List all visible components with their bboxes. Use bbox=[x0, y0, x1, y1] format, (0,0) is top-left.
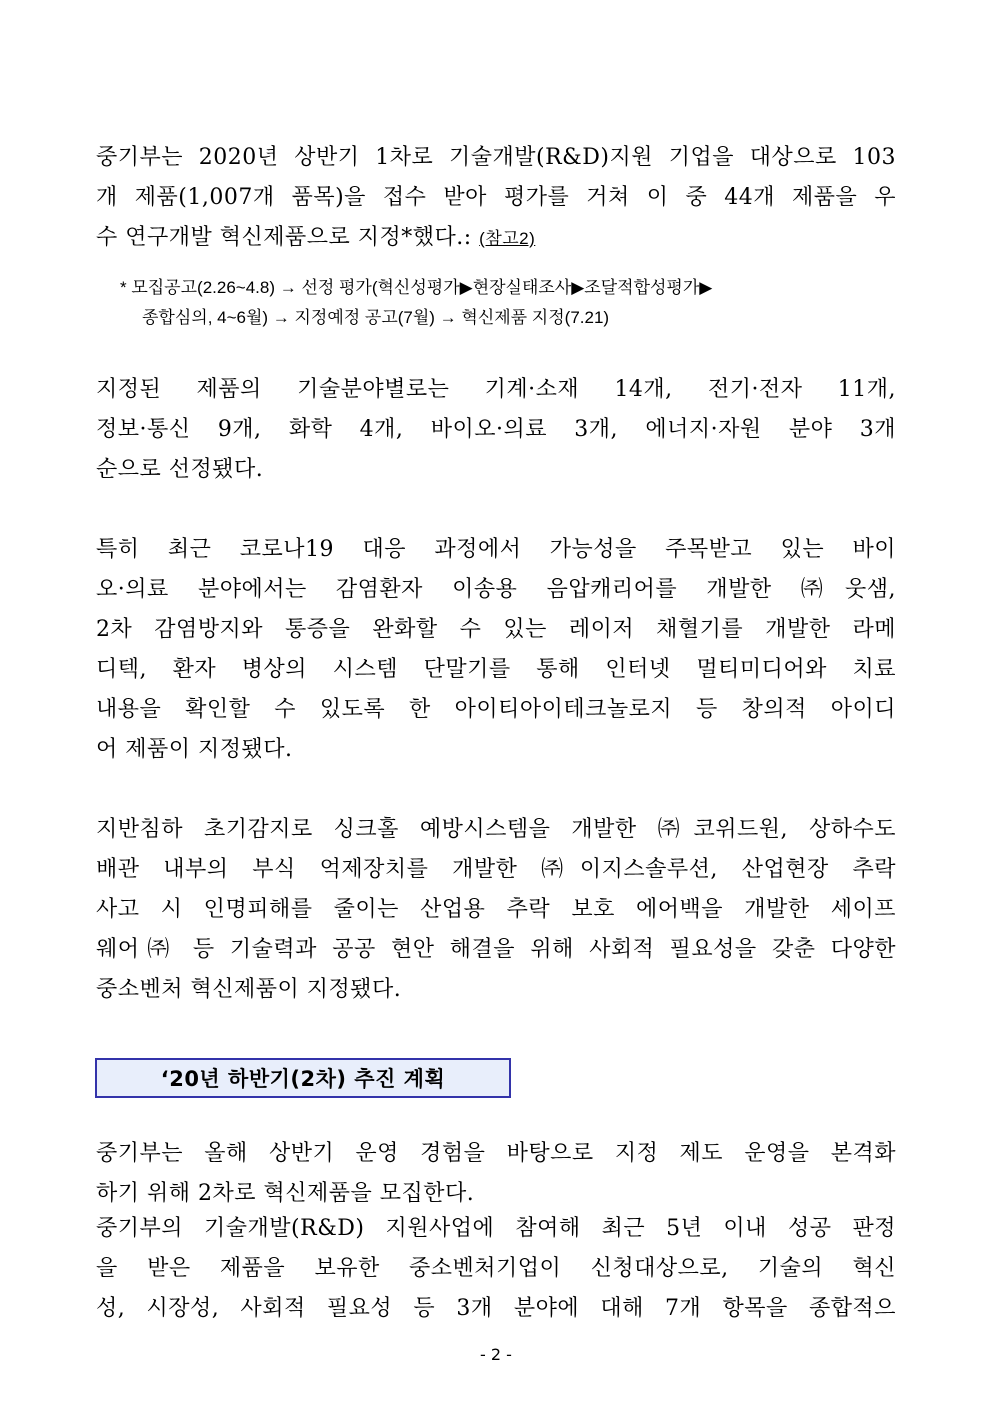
paragraph-line bbox=[96, 218, 896, 259]
paragraph-line: 어 제품이 지정됐다. bbox=[96, 737, 293, 762]
paragraph-line: 을 받은 제품을 보유한 중소벤처기업이 신청대상으로, 기술의 혁신 bbox=[96, 1256, 896, 1281]
section-heading-box bbox=[95, 1058, 511, 1098]
paragraph-line: 디텍, 환자 병상의 시스템 단말기를 통해 인터넷 멀티미디어와 치료 bbox=[96, 657, 896, 682]
paragraph-second-round-plan bbox=[96, 1134, 896, 1214]
footnote-line: 종합심의, 4~6월) → 지정예정 공고(7월) → 혁신제품 지정(7.21) bbox=[142, 308, 610, 327]
paragraph-line: 개 제품(1,007개 품목)을 접수 받아 평가를 거쳐 이 중 44개 제품을 우 bbox=[96, 185, 896, 210]
paragraph-bio-medical-examples bbox=[96, 530, 896, 770]
paragraph-line: 2차 감염방지와 통증을 완화할 수 있는 레이저 채혈기를 개발한 라메 bbox=[96, 617, 896, 642]
paragraph-line: 중기부는 2020년 상반기 1차로 기술개발(R&D)지원 기업을 대상으로 103 bbox=[96, 145, 896, 170]
footnote bbox=[120, 273, 900, 333]
paragraph-line: 내용을 확인할 수 있도록 한 아이티아이테크놀로지 등 창의적 아이디 bbox=[96, 697, 896, 722]
paragraph-line: 오·의료 분야에서는 감염환자 이송용 음압캐리어를 개발한 ㈜웃샘, bbox=[96, 577, 896, 602]
paragraph-line: 중기부는 올해 상반기 운영 경험을 바탕으로 지정 제도 운영을 본격화 bbox=[96, 1141, 896, 1166]
paragraph-line: 특히 최근 코로나19 대응 과정에서 가능성을 주목받고 있는 바이 bbox=[96, 537, 896, 562]
paragraph-eligibility bbox=[96, 1209, 896, 1329]
page-number: - 2 - bbox=[480, 1345, 512, 1364]
paragraph-line: 지반침하 초기감지로 싱크홀 예방시스템을 개발한 ㈜코위드원, 상하수도 bbox=[96, 817, 896, 842]
paragraph-line: 성, 시장성, 사회적 필요성 등 3개 분야에 대해 7개 항목을 종합적으 bbox=[96, 1296, 896, 1321]
paragraph-line: 배관 내부의 부식 억제장치를 개발한 ㈜이지스솔루션, 산업현장 추락 bbox=[96, 857, 896, 882]
paragraph-tech-field-breakdown bbox=[96, 370, 896, 490]
paragraph-line: 지정된 제품의 기술분야별로는 기계·소재 14개, 전기·전자 11개, bbox=[96, 377, 896, 402]
paragraph-line: 하기 위해 2차로 혁신제품을 모집한다. bbox=[96, 1181, 475, 1206]
paragraph-line-text: 수 연구개발 혁신제품으로 지정*했다.: bbox=[96, 225, 480, 250]
reference-link[interactable]: (참고2) bbox=[479, 229, 536, 248]
paragraph-line: 중기부의 기술개발(R&D) 지원사업에 참여해 최근 5년 이내 성공 판정 bbox=[96, 1216, 896, 1241]
paragraph-line: 순으로 선정됐다. bbox=[96, 457, 264, 482]
paragraph-line: 웨어㈜ 등 기술력과 공공 현안 해결을 위해 사회적 필요성을 갖춘 다양한 bbox=[96, 937, 896, 962]
footnote-line: * 모집공고(2.26~4.8) → 선정 평가(혁신성평가▶현장실태조사▶조달적합성평가▶ bbox=[120, 278, 713, 297]
paragraph-innovation-products-designated bbox=[96, 138, 896, 259]
paragraph-line: 사고 시 인명피해를 줄이는 산업용 추락 보호 에어백을 개발한 세이프 bbox=[96, 897, 896, 922]
paragraph-public-issue-examples bbox=[96, 810, 896, 1010]
paragraph-line: 정보·통신 9개, 화학 4개, 바이오·의료 3개, 에너지·자원 분야 3개 bbox=[96, 417, 896, 442]
section-heading: ‘20년 하반기(2차) 추진 계획 bbox=[160, 1067, 446, 1091]
paragraph-line: 중소벤처 혁신제품이 지정됐다. bbox=[96, 977, 402, 1002]
